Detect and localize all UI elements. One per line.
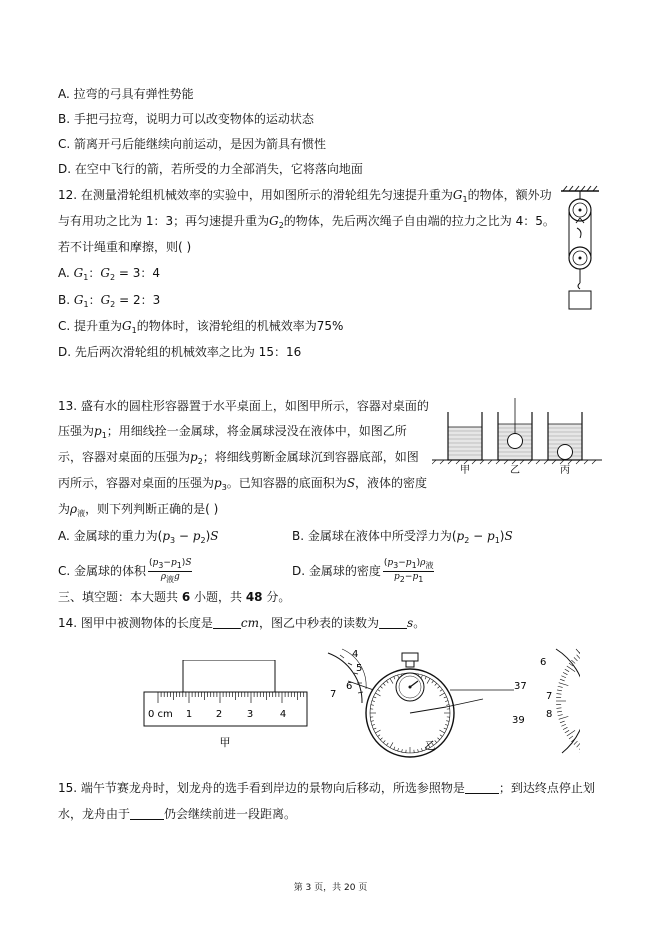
q12-option-a: A. $G_1$：$G_2 = 3$：4 xyxy=(58,266,160,282)
metal-ball xyxy=(508,434,523,449)
q11-option-d: D. 在空中飞行的箭，若所受的力全部消失，它将落向地面 xyxy=(58,162,363,176)
label-bing: 丙 xyxy=(560,465,570,476)
q11-option-b: B. 手把弓拉弯，说明力可以改变物体的运动状态 xyxy=(58,112,314,126)
big-dial-tick xyxy=(565,730,569,733)
containers-figure xyxy=(432,398,602,476)
weight-block xyxy=(569,291,591,309)
q11-option-a: A. 拉弯的弓具有弹性势能 xyxy=(58,87,194,101)
label-yi: 乙 xyxy=(510,465,520,476)
big-dial-37: 37 xyxy=(514,681,527,692)
metal-ball-bottom xyxy=(558,445,573,460)
q12-option-b: B. $G_1$：$G_2 = 2$：3 xyxy=(58,293,161,309)
big-dial-tick xyxy=(560,679,565,681)
big-dial-tick xyxy=(569,736,573,739)
fig-label-yi: 乙 xyxy=(424,739,436,752)
big-dial-tick xyxy=(557,711,562,712)
big-dial-tick xyxy=(565,669,569,672)
q13-option-c: C. 金属球的体积 $\frac{(p3-p1)S}{\text{ρ液g}}$ xyxy=(58,558,192,584)
q13-stem-line2: 压强为$p_1$；用细线拴一金属球，将金属球浸没在液体中，如图乙所 xyxy=(58,424,407,440)
big-dial-tick xyxy=(574,741,578,745)
big-dial-tick xyxy=(558,686,563,687)
container-jia xyxy=(448,412,482,460)
q13-option-d: D. 金属球的密度 $\frac{\text{(p3−p1)ρ液}}{p2-p1}$ xyxy=(292,558,434,584)
hook-icon xyxy=(578,283,580,289)
section3-heading: 三、填空题：本大题共 6 小题，共 48 分。 xyxy=(58,590,291,604)
ruler-label-3: 3 xyxy=(246,709,254,720)
small-dial-7: 7 xyxy=(330,689,337,700)
ruler-label-1: 1 xyxy=(185,709,193,720)
q13-stem-line5: 为$\rho_液$，则下列判断正确的是( ) xyxy=(58,502,219,518)
q13-stem-line4: 丙所示，容器对桌面的压强为$p_3$。已知容器的底面积为S，液体的密度 xyxy=(58,476,428,492)
measured-object xyxy=(183,660,275,692)
big-dial-tick xyxy=(563,727,567,729)
big-dial-tick xyxy=(561,724,566,726)
q13-option-a: A. 金属球的重力为$(p_3 - p_2)S$ xyxy=(58,529,219,545)
ruler-figure xyxy=(140,660,315,750)
big-dial-tick xyxy=(577,743,580,747)
big-dial-tick xyxy=(560,721,565,723)
ruler-label-0: 0 cm xyxy=(148,709,173,720)
ruler-label-4: 4 xyxy=(279,709,287,720)
big-dial-tick xyxy=(557,690,562,691)
q15-line2: 水，龙舟由于 仍会继续前进一段距离。 xyxy=(58,807,297,821)
big-dial-6: 6 xyxy=(540,657,547,668)
stopwatch-figure xyxy=(318,645,580,760)
q11-option-c: C. 箭离开弓后能继续向前运动，是因为箭具有惯性 xyxy=(58,137,327,151)
pulley-figure xyxy=(555,183,605,315)
stopwatch-crown xyxy=(402,653,418,661)
q12-option-c: C. 提升重为$G_1$的物体时，该滑轮组的机械效率为75% xyxy=(58,319,344,335)
q12-stem-line2: 与有用功之比为 1：3；再匀速提升重为$G_2$的物体，先后两次绳子自由端的拉力之比为 4：5。 xyxy=(58,214,555,230)
big-dial-tick xyxy=(574,657,578,661)
big-dial-39: 39 xyxy=(512,715,525,726)
big-dial-tick xyxy=(559,683,569,686)
q15-blank-reason xyxy=(130,808,164,820)
rope-free-end xyxy=(577,228,581,238)
small-dial-4: 4 xyxy=(352,649,359,660)
big-dial-tick xyxy=(558,715,563,716)
q12-stem-line3: 若不计绳重和摩擦，则( ) xyxy=(58,240,192,254)
big-dial-tick xyxy=(563,672,567,674)
small-dial-5: 5 xyxy=(356,663,363,674)
table-hatch xyxy=(432,460,596,464)
ruler-label-2: 2 xyxy=(215,709,223,720)
q14-blank-length xyxy=(213,617,241,629)
page-footer: 第 3 页，共 20 页 xyxy=(293,883,368,893)
big-dial-7: 7 xyxy=(546,691,553,702)
q13-stem-line3: 示，容器对桌面的压强为$p_2$；将细线剪断金属球沉到容器底部，如图 xyxy=(58,450,419,466)
q15-blank-reference xyxy=(465,782,499,794)
q14-blank-time xyxy=(379,617,407,629)
big-dial-tick xyxy=(577,655,580,659)
container-yi xyxy=(498,398,532,460)
fig-label-jia: 甲 xyxy=(219,736,231,749)
q12-option-d: D. 先后两次滑轮组的机械效率之比为 15：16 xyxy=(58,345,302,359)
big-dial-tick xyxy=(556,694,561,695)
big-dial-tick xyxy=(559,716,569,719)
big-dial-8: 8 xyxy=(546,709,553,720)
q12-stem-line1: 12. 在测量滑轮组机械效率的实验中，用如图所示的滑轮组先匀速提升重为$G_1$的物体，额外功 xyxy=(58,188,552,204)
big-dial-tick xyxy=(556,708,561,709)
q14-stem: 14. 图甲中被测物体的长度是 cm，图乙中秒表的读数为 s。 xyxy=(58,616,426,630)
q15-line1: 15. 端午节赛龙舟时，划龙舟的选手看到岸边的景物向后移动，所选参照物是 ；到达终点停止划 xyxy=(58,781,595,795)
big-dial-tick xyxy=(561,676,566,678)
label-jia: 甲 xyxy=(460,465,470,476)
container-bing xyxy=(548,412,582,460)
q13-option-b: B. 金属球在液体中所受浮力为$(p_2 - p_1)S$ xyxy=(292,529,513,545)
big-dial-tick xyxy=(579,742,580,750)
small-dial-6: 6 xyxy=(346,681,353,692)
q13-stem-line1: 13. 盛有水的圆柱形容器置于水平桌面上，如图甲所示，容器对桌面的 xyxy=(58,399,429,413)
